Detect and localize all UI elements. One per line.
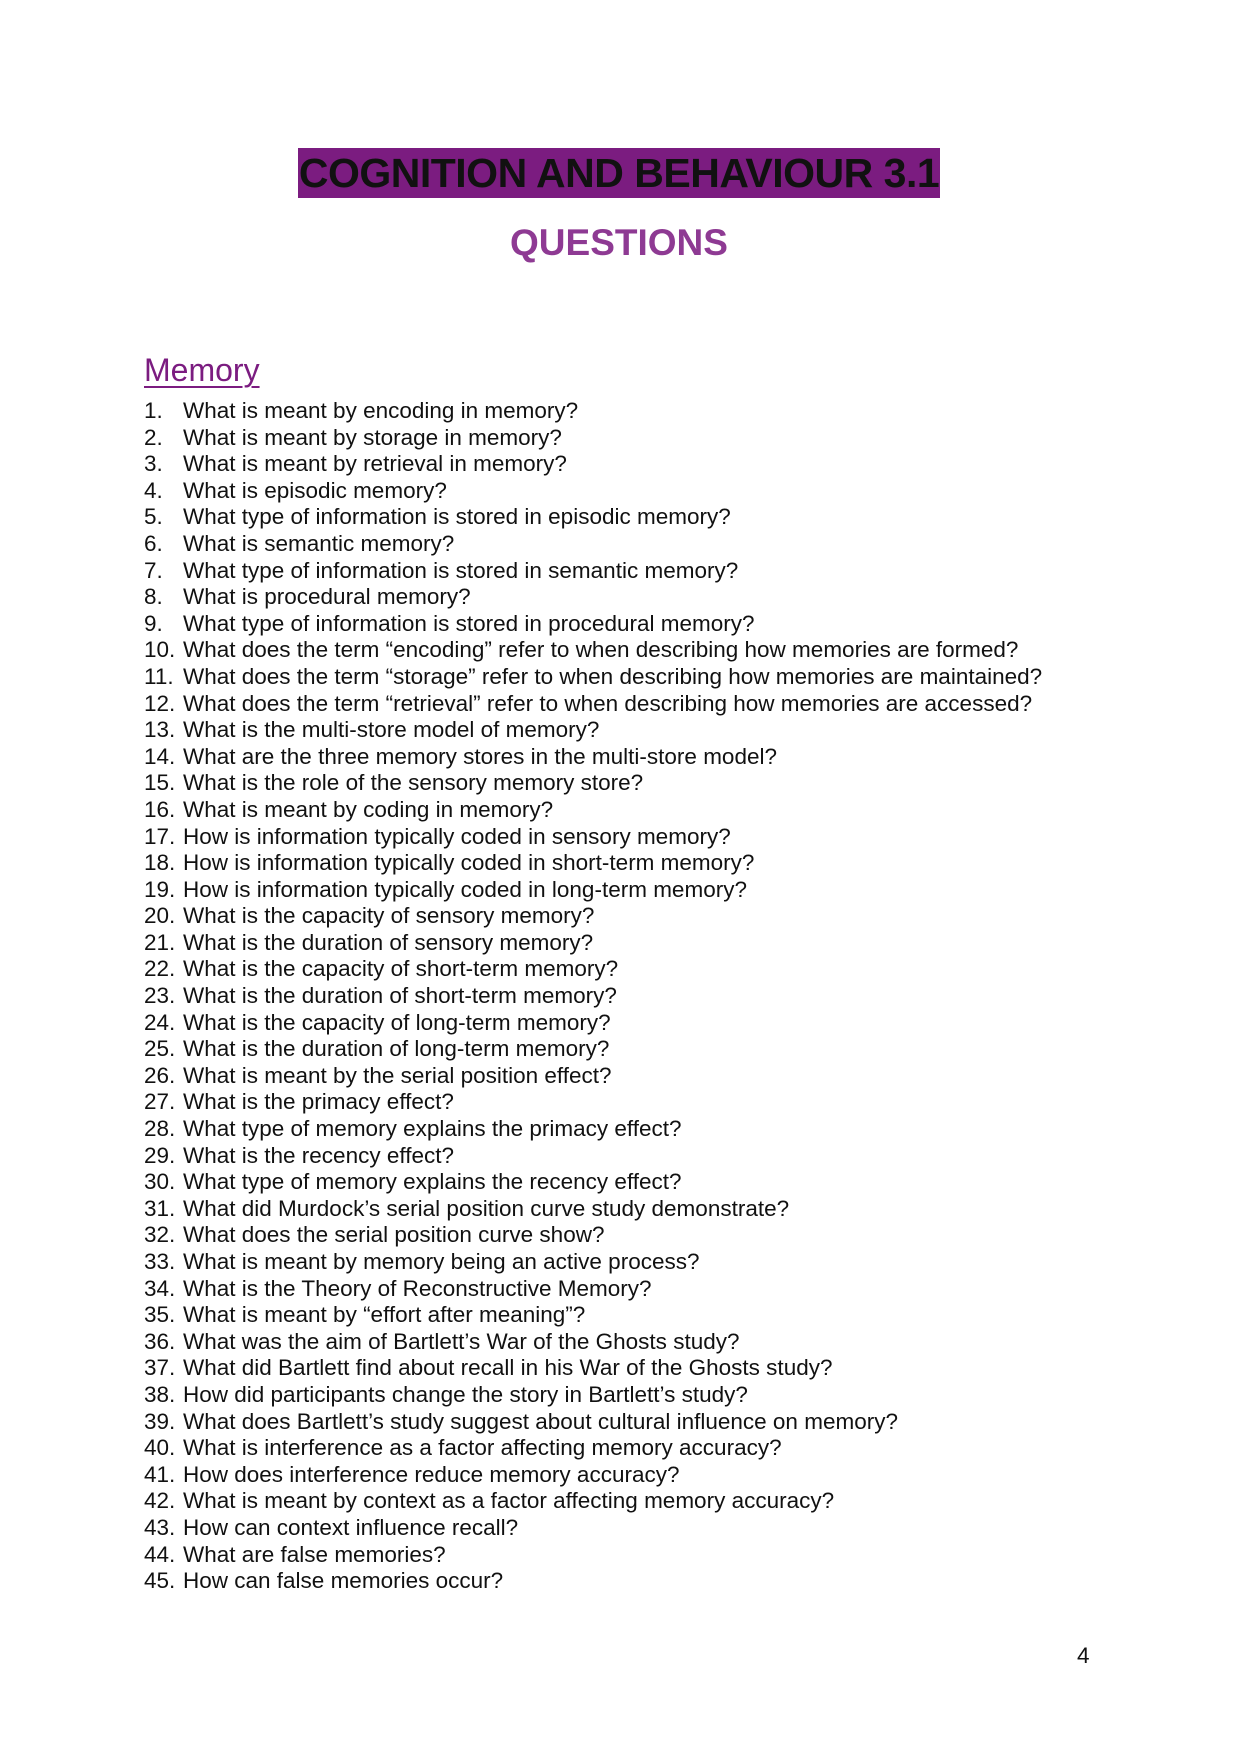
question-text: What is meant by storage in memory?: [183, 424, 562, 450]
question-item: [144, 903, 1144, 930]
question-item: [144, 1355, 1144, 1382]
question-number: 22.: [144, 956, 176, 982]
question-item: [144, 1329, 1144, 1356]
question-text: What is the duration of short-term memory?: [183, 983, 617, 1009]
question-text: What is the capacity of short-term memory?: [183, 956, 619, 982]
question-item: [144, 664, 1144, 691]
question-item: [144, 398, 1144, 425]
question-number: 7.: [144, 557, 163, 583]
page-subtitle: QUESTIONS: [510, 222, 728, 263]
question-text: How is information typically coded in sensory memory?: [183, 823, 731, 849]
question-text: What is episodic memory?: [183, 477, 447, 503]
question-text: What is the capacity of sensory memory?: [183, 903, 595, 929]
question-text: What is meant by retrieval in memory?: [183, 451, 567, 477]
question-item: [144, 1143, 1144, 1170]
question-item: [144, 1196, 1144, 1223]
question-list: [144, 398, 1144, 1595]
question-item: [144, 1409, 1144, 1436]
question-text: What is meant by context as a factor affecting memory accuracy?: [183, 1488, 835, 1514]
question-item: [144, 1036, 1144, 1063]
question-number: 4.: [144, 477, 163, 503]
question-text: What type of memory explains the primacy effect?: [183, 1116, 682, 1142]
question-item: [144, 850, 1144, 877]
question-text: What does the serial position curve show?: [183, 1222, 605, 1248]
question-number: 29.: [144, 1142, 176, 1168]
question-number: 31.: [144, 1195, 176, 1221]
question-item: [144, 637, 1144, 664]
question-item: [144, 1276, 1144, 1303]
question-number: 44.: [144, 1541, 176, 1567]
section-heading-memory: Memory: [144, 352, 260, 388]
question-number: 2.: [144, 424, 163, 450]
question-item: [144, 930, 1144, 957]
question-item: [144, 744, 1144, 771]
question-text: How is information typically coded in long-term memory?: [183, 876, 747, 902]
question-text: How did participants change the story in Bartlett’s study?: [183, 1381, 748, 1407]
question-text: What is meant by coding in memory?: [183, 796, 554, 822]
question-item: [144, 478, 1144, 505]
question-text: What is semantic memory?: [183, 530, 455, 556]
question-text: What does the term “retrieval” refer to when describing how memories are accessed?: [183, 690, 1033, 716]
question-text: What type of memory explains the recency effect?: [183, 1169, 682, 1195]
question-number: 17.: [144, 823, 176, 849]
question-text: What did Murdock’s serial position curve study demonstrate?: [183, 1195, 790, 1221]
question-number: 20.: [144, 903, 176, 929]
question-item: [144, 1063, 1144, 1090]
question-text: How can context influence recall?: [183, 1514, 519, 1540]
question-text: How does interference reduce memory accuracy?: [183, 1461, 680, 1487]
question-text: What is the Theory of Reconstructive Memory?: [183, 1275, 652, 1301]
question-number: 34.: [144, 1275, 176, 1301]
question-number: 14.: [144, 743, 176, 769]
question-text: What is the recency effect?: [183, 1142, 454, 1168]
question-text: What does Bartlett’s study suggest about cultural influence on memory?: [183, 1408, 898, 1434]
question-number: 18.: [144, 850, 176, 876]
question-text: What are false memories?: [183, 1541, 446, 1567]
question-item: [144, 504, 1144, 531]
question-text: What is meant by “effort after meaning”?: [183, 1302, 586, 1328]
question-text: What does the term “encoding” refer to when describing how memories are formed?: [183, 637, 1019, 663]
question-number: 35.: [144, 1302, 176, 1328]
question-number: 5.: [144, 504, 163, 530]
question-text: What are the three memory stores in the multi-store model?: [183, 743, 777, 769]
question-item: [144, 1010, 1144, 1037]
question-number: 43.: [144, 1514, 176, 1540]
question-number: 40.: [144, 1435, 176, 1461]
question-text: How is information typically coded in short-term memory?: [183, 850, 755, 876]
question-item: [144, 717, 1144, 744]
question-text: What was the aim of Bartlett’s War of the Ghosts study?: [183, 1328, 740, 1354]
question-text: What is meant by the serial position effect?: [183, 1062, 612, 1088]
question-number: 21.: [144, 929, 176, 955]
question-text: What type of information is stored in semantic memory?: [183, 557, 739, 583]
question-number: 27.: [144, 1089, 176, 1115]
question-text: What is the primacy effect?: [183, 1089, 454, 1115]
page-number: 4: [1077, 1643, 1090, 1668]
question-number: 41.: [144, 1461, 176, 1487]
question-item: [144, 1249, 1144, 1276]
question-number: 30.: [144, 1169, 176, 1195]
question-number: 16.: [144, 796, 176, 822]
question-text: What type of information is stored in episodic memory?: [183, 504, 731, 530]
question-number: 42.: [144, 1488, 176, 1514]
page-title-container: [0, 148, 1238, 198]
question-item: [144, 531, 1144, 558]
question-item: [144, 1515, 1144, 1542]
question-number: 37.: [144, 1355, 176, 1381]
question-number: 39.: [144, 1408, 176, 1434]
question-item: [144, 425, 1144, 452]
question-text: What is meant by memory being an active process?: [183, 1249, 700, 1274]
question-item: [144, 797, 1144, 824]
question-number: 24.: [144, 1009, 176, 1035]
question-item: [144, 1222, 1144, 1249]
question-number: 38.: [144, 1381, 176, 1407]
question-number: 36.: [144, 1328, 176, 1354]
question-text: What is the role of the sensory memory store?: [183, 770, 644, 796]
question-number: 13.: [144, 717, 176, 743]
question-number: 12.: [144, 690, 176, 716]
question-item: [144, 1435, 1144, 1462]
question-number: 8.: [144, 584, 163, 610]
question-number: 45.: [144, 1568, 176, 1594]
question-item: [144, 877, 1144, 904]
question-number: 28.: [144, 1116, 176, 1142]
question-text: What is the capacity of long-term memory?: [183, 1009, 611, 1035]
question-item: [144, 770, 1144, 797]
question-number: 23.: [144, 983, 176, 1009]
question-item: [144, 611, 1144, 638]
question-number: 15.: [144, 770, 176, 796]
question-item: [144, 558, 1144, 585]
question-item: [144, 1169, 1144, 1196]
question-item: [144, 584, 1144, 611]
question-text: What is interference as a factor affecting memory accuracy?: [183, 1435, 782, 1461]
question-item: [144, 1116, 1144, 1143]
question-text: What is the multi-store model of memory?: [183, 717, 600, 743]
question-number: 3.: [144, 451, 163, 477]
question-number: 1.: [144, 398, 163, 423]
question-text: What is meant by encoding in memory?: [183, 398, 579, 423]
question-text: What did Bartlett find about recall in his War of the Ghosts study?: [183, 1355, 833, 1381]
question-number: 25.: [144, 1036, 176, 1062]
question-text: What type of information is stored in procedural memory?: [183, 610, 755, 636]
question-number: 26.: [144, 1062, 176, 1088]
question-item: [144, 1568, 1144, 1595]
question-number: 19.: [144, 876, 176, 902]
question-text: What does the term “storage” refer to when describing how memories are maintained?: [183, 663, 1043, 689]
question-text: How can false memories occur?: [183, 1568, 504, 1594]
question-item: [144, 956, 1144, 983]
question-item: [144, 1302, 1144, 1329]
question-item: [144, 1462, 1144, 1489]
question-number: 33.: [144, 1249, 176, 1274]
question-item: [144, 1542, 1144, 1569]
question-item: [144, 1488, 1144, 1515]
question-number: 10.: [144, 637, 176, 663]
question-item: [144, 451, 1144, 478]
question-number: 9.: [144, 610, 163, 636]
question-number: 11.: [144, 663, 174, 689]
question-text: What is the duration of long-term memory?: [183, 1036, 610, 1062]
question-number: 6.: [144, 530, 163, 556]
question-text: What is procedural memory?: [183, 584, 471, 610]
page-title: COGNITION AND BEHAVIOUR 3.1: [298, 150, 940, 196]
question-item: [144, 691, 1144, 718]
question-item: [144, 1382, 1144, 1409]
question-text: What is the duration of sensory memory?: [183, 929, 594, 955]
question-item: [144, 983, 1144, 1010]
question-number: 32.: [144, 1222, 176, 1248]
question-item: [144, 824, 1144, 851]
question-item: [144, 1089, 1144, 1116]
